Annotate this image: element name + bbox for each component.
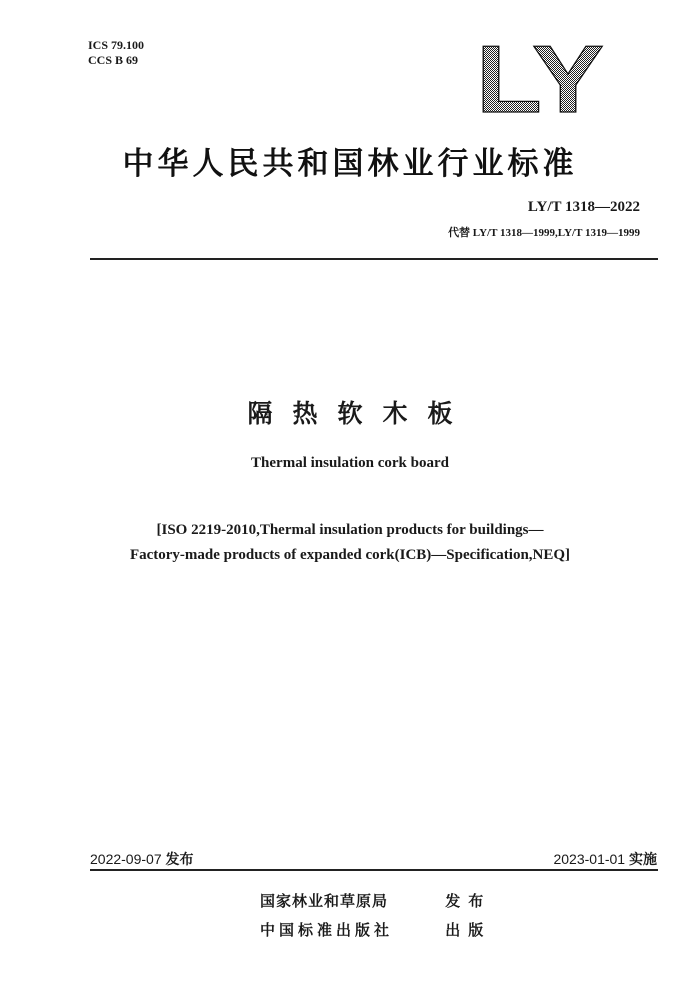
ly-logo bbox=[476, 40, 604, 116]
reference-standard bbox=[0, 518, 700, 568]
reference-line-2: Factory-made products of expanded cork(ICB)—Specification,NEQ] bbox=[129, 547, 571, 563]
document-title-cn: 隔热软木板 bbox=[247, 399, 473, 428]
implement-date-block bbox=[553, 849, 657, 869]
ly-logo-text: LY bbox=[476, 40, 604, 116]
implement-date: 2023-01-01 bbox=[553, 851, 626, 867]
ics-code: ICS 79.100 bbox=[88, 38, 145, 52]
replaces-note: 代替 LY/T 1318—1999,LY/T 1319—1999 bbox=[448, 227, 640, 239]
footer-divider bbox=[90, 869, 658, 871]
standard-title: 中华人民共和国林业行业标准 bbox=[122, 146, 578, 182]
issuer-org: 中国标准出版社 bbox=[260, 921, 394, 939]
issuer-verb: 发布 bbox=[445, 892, 492, 910]
classification-codes bbox=[88, 38, 144, 68]
reference-line-1: [ISO 2219-2010,Thermal insulation products for buildings— bbox=[156, 522, 544, 538]
publish-date-block bbox=[90, 849, 194, 869]
publish-label: 发布 bbox=[165, 852, 194, 868]
standard-code: LY/T 1318—2022 bbox=[527, 199, 640, 215]
issuer-press bbox=[260, 919, 520, 940]
header-divider bbox=[90, 258, 658, 260]
document-title-en: Thermal insulation cork board bbox=[251, 455, 449, 471]
ccs-code: CCS B 69 bbox=[88, 53, 139, 67]
implement-label: 实施 bbox=[629, 852, 657, 868]
issuer-org: 国家林业和草原局 bbox=[260, 892, 389, 910]
issuer-publisher bbox=[260, 890, 520, 911]
issuer-verb: 出版 bbox=[445, 921, 492, 939]
publish-date: 2022-09-07 bbox=[90, 851, 162, 867]
